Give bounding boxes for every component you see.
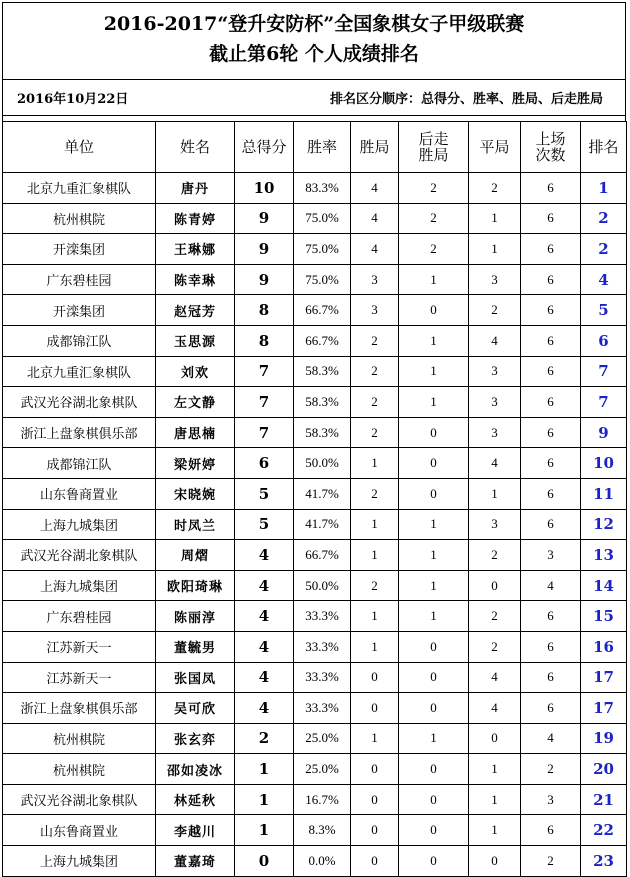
row-name: 刘欢 (156, 356, 235, 387)
row-unit: 杭州棋院 (3, 203, 156, 234)
row-rank: 23 (581, 846, 627, 877)
row-wins: 2 (351, 325, 399, 356)
row-score: 0 (235, 846, 294, 877)
header-wins: 胜局 (351, 122, 399, 173)
row-draws: 2 (469, 631, 521, 662)
row-name: 欧阳琦琳 (156, 570, 235, 601)
row-wins: 2 (351, 570, 399, 601)
row-score: 7 (235, 417, 294, 448)
row-score: 4 (235, 662, 294, 693)
row-wins: 3 (351, 295, 399, 326)
table-row (3, 264, 627, 295)
row-rate: 75.0% (294, 203, 351, 234)
row-draws: 1 (469, 784, 521, 815)
table-row (3, 570, 627, 601)
row-score: 8 (235, 295, 294, 326)
table-row (3, 846, 627, 877)
row-wins: 4 (351, 234, 399, 265)
row-score: 8 (235, 325, 294, 356)
meta-row (2, 79, 626, 116)
row-draws: 1 (469, 478, 521, 509)
row-wins: 1 (351, 540, 399, 571)
row-rank: 5 (581, 295, 627, 326)
row-rank: 7 (581, 387, 627, 418)
table-row (3, 815, 627, 846)
row-rate: 75.0% (294, 264, 351, 295)
row-name: 陈丽淳 (156, 601, 235, 632)
row-unit: 上海九城集团 (3, 846, 156, 877)
row-unit: 山东鲁商置业 (3, 478, 156, 509)
header-rank: 排名 (581, 122, 627, 173)
row-score: 4 (235, 693, 294, 724)
row-away-wins: 1 (399, 264, 469, 295)
row-rank: 17 (581, 693, 627, 724)
row-unit: 浙江上盘象棋俱乐部 (3, 417, 156, 448)
header-games: 上场 次数 (521, 122, 581, 173)
row-name: 玉思源 (156, 325, 235, 356)
row-away-wins: 0 (399, 295, 469, 326)
row-games: 3 (521, 540, 581, 571)
row-rate: 66.7% (294, 540, 351, 571)
row-rank: 2 (581, 203, 627, 234)
row-rate: 66.7% (294, 295, 351, 326)
row-wins: 2 (351, 387, 399, 418)
row-games: 6 (521, 325, 581, 356)
row-games: 6 (521, 295, 581, 326)
row-name: 邵如凌冰 (156, 754, 235, 785)
header-draws: 平局 (469, 122, 521, 173)
header-name: 姓名 (156, 122, 235, 173)
row-rate: 58.3% (294, 417, 351, 448)
row-draws: 0 (469, 846, 521, 877)
row-unit: 广东碧桂园 (3, 601, 156, 632)
sort-order-note: 排名区分顺序：总得分、胜率、胜局、后走胜局 (329, 92, 603, 107)
row-wins: 3 (351, 264, 399, 295)
row-wins: 1 (351, 448, 399, 479)
row-rank: 16 (581, 631, 627, 662)
row-draws: 4 (469, 448, 521, 479)
row-games: 6 (521, 693, 581, 724)
report-date: 2016年10月22日 (17, 92, 129, 107)
row-draws: 4 (469, 325, 521, 356)
row-rank: 4 (581, 264, 627, 295)
row-score: 5 (235, 478, 294, 509)
row-rate: 58.3% (294, 356, 351, 387)
row-rate: 58.3% (294, 387, 351, 418)
row-name: 张玄弈 (156, 723, 235, 754)
row-score: 4 (235, 601, 294, 632)
row-games: 6 (521, 509, 581, 540)
row-games: 6 (521, 387, 581, 418)
row-name: 林延秋 (156, 784, 235, 815)
row-draws: 1 (469, 754, 521, 785)
row-wins: 2 (351, 478, 399, 509)
table-row (3, 723, 627, 754)
row-unit: 杭州棋院 (3, 723, 156, 754)
row-away-wins: 0 (399, 784, 469, 815)
table-row (3, 203, 627, 234)
row-draws: 3 (469, 264, 521, 295)
row-rank: 17 (581, 662, 627, 693)
page-title: 2016-2017“登升安防杯”全国象棋女子甲级联赛 (103, 13, 525, 35)
row-rank: 22 (581, 815, 627, 846)
table-row (3, 387, 627, 418)
row-name: 周熠 (156, 540, 235, 571)
row-away-wins: 0 (399, 815, 469, 846)
row-rate: 50.0% (294, 448, 351, 479)
row-wins: 4 (351, 173, 399, 204)
row-away-wins: 0 (399, 478, 469, 509)
table-row (3, 325, 627, 356)
row-draws: 3 (469, 509, 521, 540)
row-away-wins: 1 (399, 387, 469, 418)
table-row (3, 693, 627, 724)
page-subtitle: 截止第6轮 个人成绩排名 (209, 43, 419, 65)
row-name: 董毓男 (156, 631, 235, 662)
row-away-wins: 0 (399, 754, 469, 785)
row-rank: 14 (581, 570, 627, 601)
row-rank: 10 (581, 448, 627, 479)
row-games: 2 (521, 754, 581, 785)
row-unit: 上海九城集团 (3, 570, 156, 601)
row-unit: 北京九重汇象棋队 (3, 356, 156, 387)
row-score: 1 (235, 784, 294, 815)
row-draws: 2 (469, 540, 521, 571)
row-unit: 武汉光谷湖北象棋队 (3, 784, 156, 815)
row-rate: 41.7% (294, 509, 351, 540)
row-name: 唐思楠 (156, 417, 235, 448)
row-games: 6 (521, 417, 581, 448)
row-draws: 3 (469, 417, 521, 448)
row-rank: 1 (581, 173, 627, 204)
row-rate: 25.0% (294, 754, 351, 785)
row-games: 6 (521, 203, 581, 234)
row-away-wins: 0 (399, 631, 469, 662)
row-rank: 9 (581, 417, 627, 448)
row-away-wins: 1 (399, 540, 469, 571)
row-rate: 33.3% (294, 601, 351, 632)
row-rate: 66.7% (294, 325, 351, 356)
row-unit: 北京九重汇象棋队 (3, 173, 156, 204)
row-away-wins: 2 (399, 203, 469, 234)
row-wins: 0 (351, 693, 399, 724)
header-score: 总得分 (235, 122, 294, 173)
row-away-wins: 1 (399, 325, 469, 356)
row-rate: 8.3% (294, 815, 351, 846)
row-draws: 3 (469, 387, 521, 418)
row-rank: 7 (581, 356, 627, 387)
row-games: 4 (521, 570, 581, 601)
row-rate: 41.7% (294, 478, 351, 509)
row-rank: 2 (581, 234, 627, 265)
row-away-wins: 1 (399, 356, 469, 387)
row-games: 6 (521, 662, 581, 693)
row-wins: 1 (351, 723, 399, 754)
row-score: 1 (235, 815, 294, 846)
title-block (2, 2, 626, 79)
row-away-wins: 1 (399, 509, 469, 540)
row-score: 5 (235, 509, 294, 540)
row-wins: 0 (351, 846, 399, 877)
row-games: 6 (521, 356, 581, 387)
row-games: 6 (521, 601, 581, 632)
row-rate: 0.0% (294, 846, 351, 877)
row-score: 4 (235, 540, 294, 571)
table-row (3, 295, 627, 326)
header-rate: 胜率 (294, 122, 351, 173)
row-unit: 上海九城集团 (3, 509, 156, 540)
row-draws: 0 (469, 570, 521, 601)
row-name: 陈幸琳 (156, 264, 235, 295)
row-games: 6 (521, 264, 581, 295)
row-wins: 0 (351, 815, 399, 846)
row-wins: 1 (351, 601, 399, 632)
table-row (3, 173, 627, 204)
row-name: 陈青婷 (156, 203, 235, 234)
row-away-wins: 1 (399, 601, 469, 632)
row-draws: 1 (469, 815, 521, 846)
row-away-wins: 0 (399, 846, 469, 877)
row-wins: 2 (351, 417, 399, 448)
standings-sheet (2, 2, 626, 877)
row-name: 王琳娜 (156, 234, 235, 265)
row-draws: 0 (469, 723, 521, 754)
row-name: 唐丹 (156, 173, 235, 204)
row-score: 6 (235, 448, 294, 479)
row-wins: 4 (351, 203, 399, 234)
row-score: 7 (235, 387, 294, 418)
row-name: 赵冠芳 (156, 295, 235, 326)
row-rate: 83.3% (294, 173, 351, 204)
row-name: 李越川 (156, 815, 235, 846)
table-row (3, 356, 627, 387)
row-games: 6 (521, 173, 581, 204)
row-draws: 2 (469, 173, 521, 204)
row-name: 时凤兰 (156, 509, 235, 540)
row-score: 10 (235, 173, 294, 204)
header-away-wins: 后走 胜局 (399, 122, 469, 173)
row-unit: 浙江上盘象棋俱乐部 (3, 693, 156, 724)
row-score: 4 (235, 631, 294, 662)
row-rank: 6 (581, 325, 627, 356)
row-rank: 15 (581, 601, 627, 632)
row-games: 6 (521, 478, 581, 509)
row-draws: 2 (469, 295, 521, 326)
row-wins: 0 (351, 784, 399, 815)
row-unit: 广东碧桂园 (3, 264, 156, 295)
row-away-wins: 1 (399, 723, 469, 754)
row-unit: 成都锦江队 (3, 448, 156, 479)
table-header-row (3, 122, 627, 173)
row-draws: 4 (469, 662, 521, 693)
row-rank: 13 (581, 540, 627, 571)
table-row (3, 754, 627, 785)
row-rank: 20 (581, 754, 627, 785)
row-name: 左文静 (156, 387, 235, 418)
table-row (3, 478, 627, 509)
row-games: 6 (521, 234, 581, 265)
table-row (3, 509, 627, 540)
row-name: 张国凤 (156, 662, 235, 693)
row-games: 6 (521, 815, 581, 846)
table-row (3, 601, 627, 632)
row-rank: 12 (581, 509, 627, 540)
row-games: 6 (521, 448, 581, 479)
row-rate: 33.3% (294, 631, 351, 662)
row-games: 4 (521, 723, 581, 754)
row-score: 4 (235, 570, 294, 601)
row-unit: 成都锦江队 (3, 325, 156, 356)
row-rate: 33.3% (294, 693, 351, 724)
table-row (3, 662, 627, 693)
row-unit: 武汉光谷湖北象棋队 (3, 387, 156, 418)
row-rank: 11 (581, 478, 627, 509)
row-score: 9 (235, 264, 294, 295)
row-score: 9 (235, 234, 294, 265)
row-unit: 江苏新天一 (3, 631, 156, 662)
row-draws: 2 (469, 601, 521, 632)
row-rate: 16.7% (294, 784, 351, 815)
standings-table (2, 121, 627, 877)
row-score: 2 (235, 723, 294, 754)
row-wins: 2 (351, 356, 399, 387)
table-row (3, 234, 627, 265)
header-unit: 单位 (3, 122, 156, 173)
row-rate: 50.0% (294, 570, 351, 601)
row-away-wins: 0 (399, 693, 469, 724)
row-rate: 25.0% (294, 723, 351, 754)
row-unit: 杭州棋院 (3, 754, 156, 785)
row-games: 6 (521, 631, 581, 662)
row-unit: 山东鲁商置业 (3, 815, 156, 846)
row-rate: 33.3% (294, 662, 351, 693)
row-rank: 21 (581, 784, 627, 815)
row-wins: 1 (351, 509, 399, 540)
row-rate: 75.0% (294, 234, 351, 265)
row-games: 3 (521, 784, 581, 815)
row-wins: 1 (351, 631, 399, 662)
row-rank: 19 (581, 723, 627, 754)
row-away-wins: 0 (399, 448, 469, 479)
table-row (3, 784, 627, 815)
row-unit: 武汉光谷湖北象棋队 (3, 540, 156, 571)
row-away-wins: 2 (399, 234, 469, 265)
row-name: 董嘉琦 (156, 846, 235, 877)
row-unit: 开滦集团 (3, 234, 156, 265)
row-score: 1 (235, 754, 294, 785)
row-name: 吴可欣 (156, 693, 235, 724)
row-wins: 0 (351, 754, 399, 785)
row-away-wins: 0 (399, 417, 469, 448)
row-away-wins: 0 (399, 662, 469, 693)
table-row (3, 448, 627, 479)
row-games: 2 (521, 846, 581, 877)
row-score: 9 (235, 203, 294, 234)
row-draws: 3 (469, 356, 521, 387)
row-away-wins: 1 (399, 570, 469, 601)
row-name: 宋晓婉 (156, 478, 235, 509)
row-draws: 1 (469, 234, 521, 265)
row-unit: 开滦集团 (3, 295, 156, 326)
row-score: 7 (235, 356, 294, 387)
row-draws: 1 (469, 203, 521, 234)
row-wins: 0 (351, 662, 399, 693)
row-draws: 4 (469, 693, 521, 724)
row-unit: 江苏新天一 (3, 662, 156, 693)
table-row (3, 540, 627, 571)
row-away-wins: 2 (399, 173, 469, 204)
row-name: 梁妍婷 (156, 448, 235, 479)
table-row (3, 417, 627, 448)
table-row (3, 631, 627, 662)
